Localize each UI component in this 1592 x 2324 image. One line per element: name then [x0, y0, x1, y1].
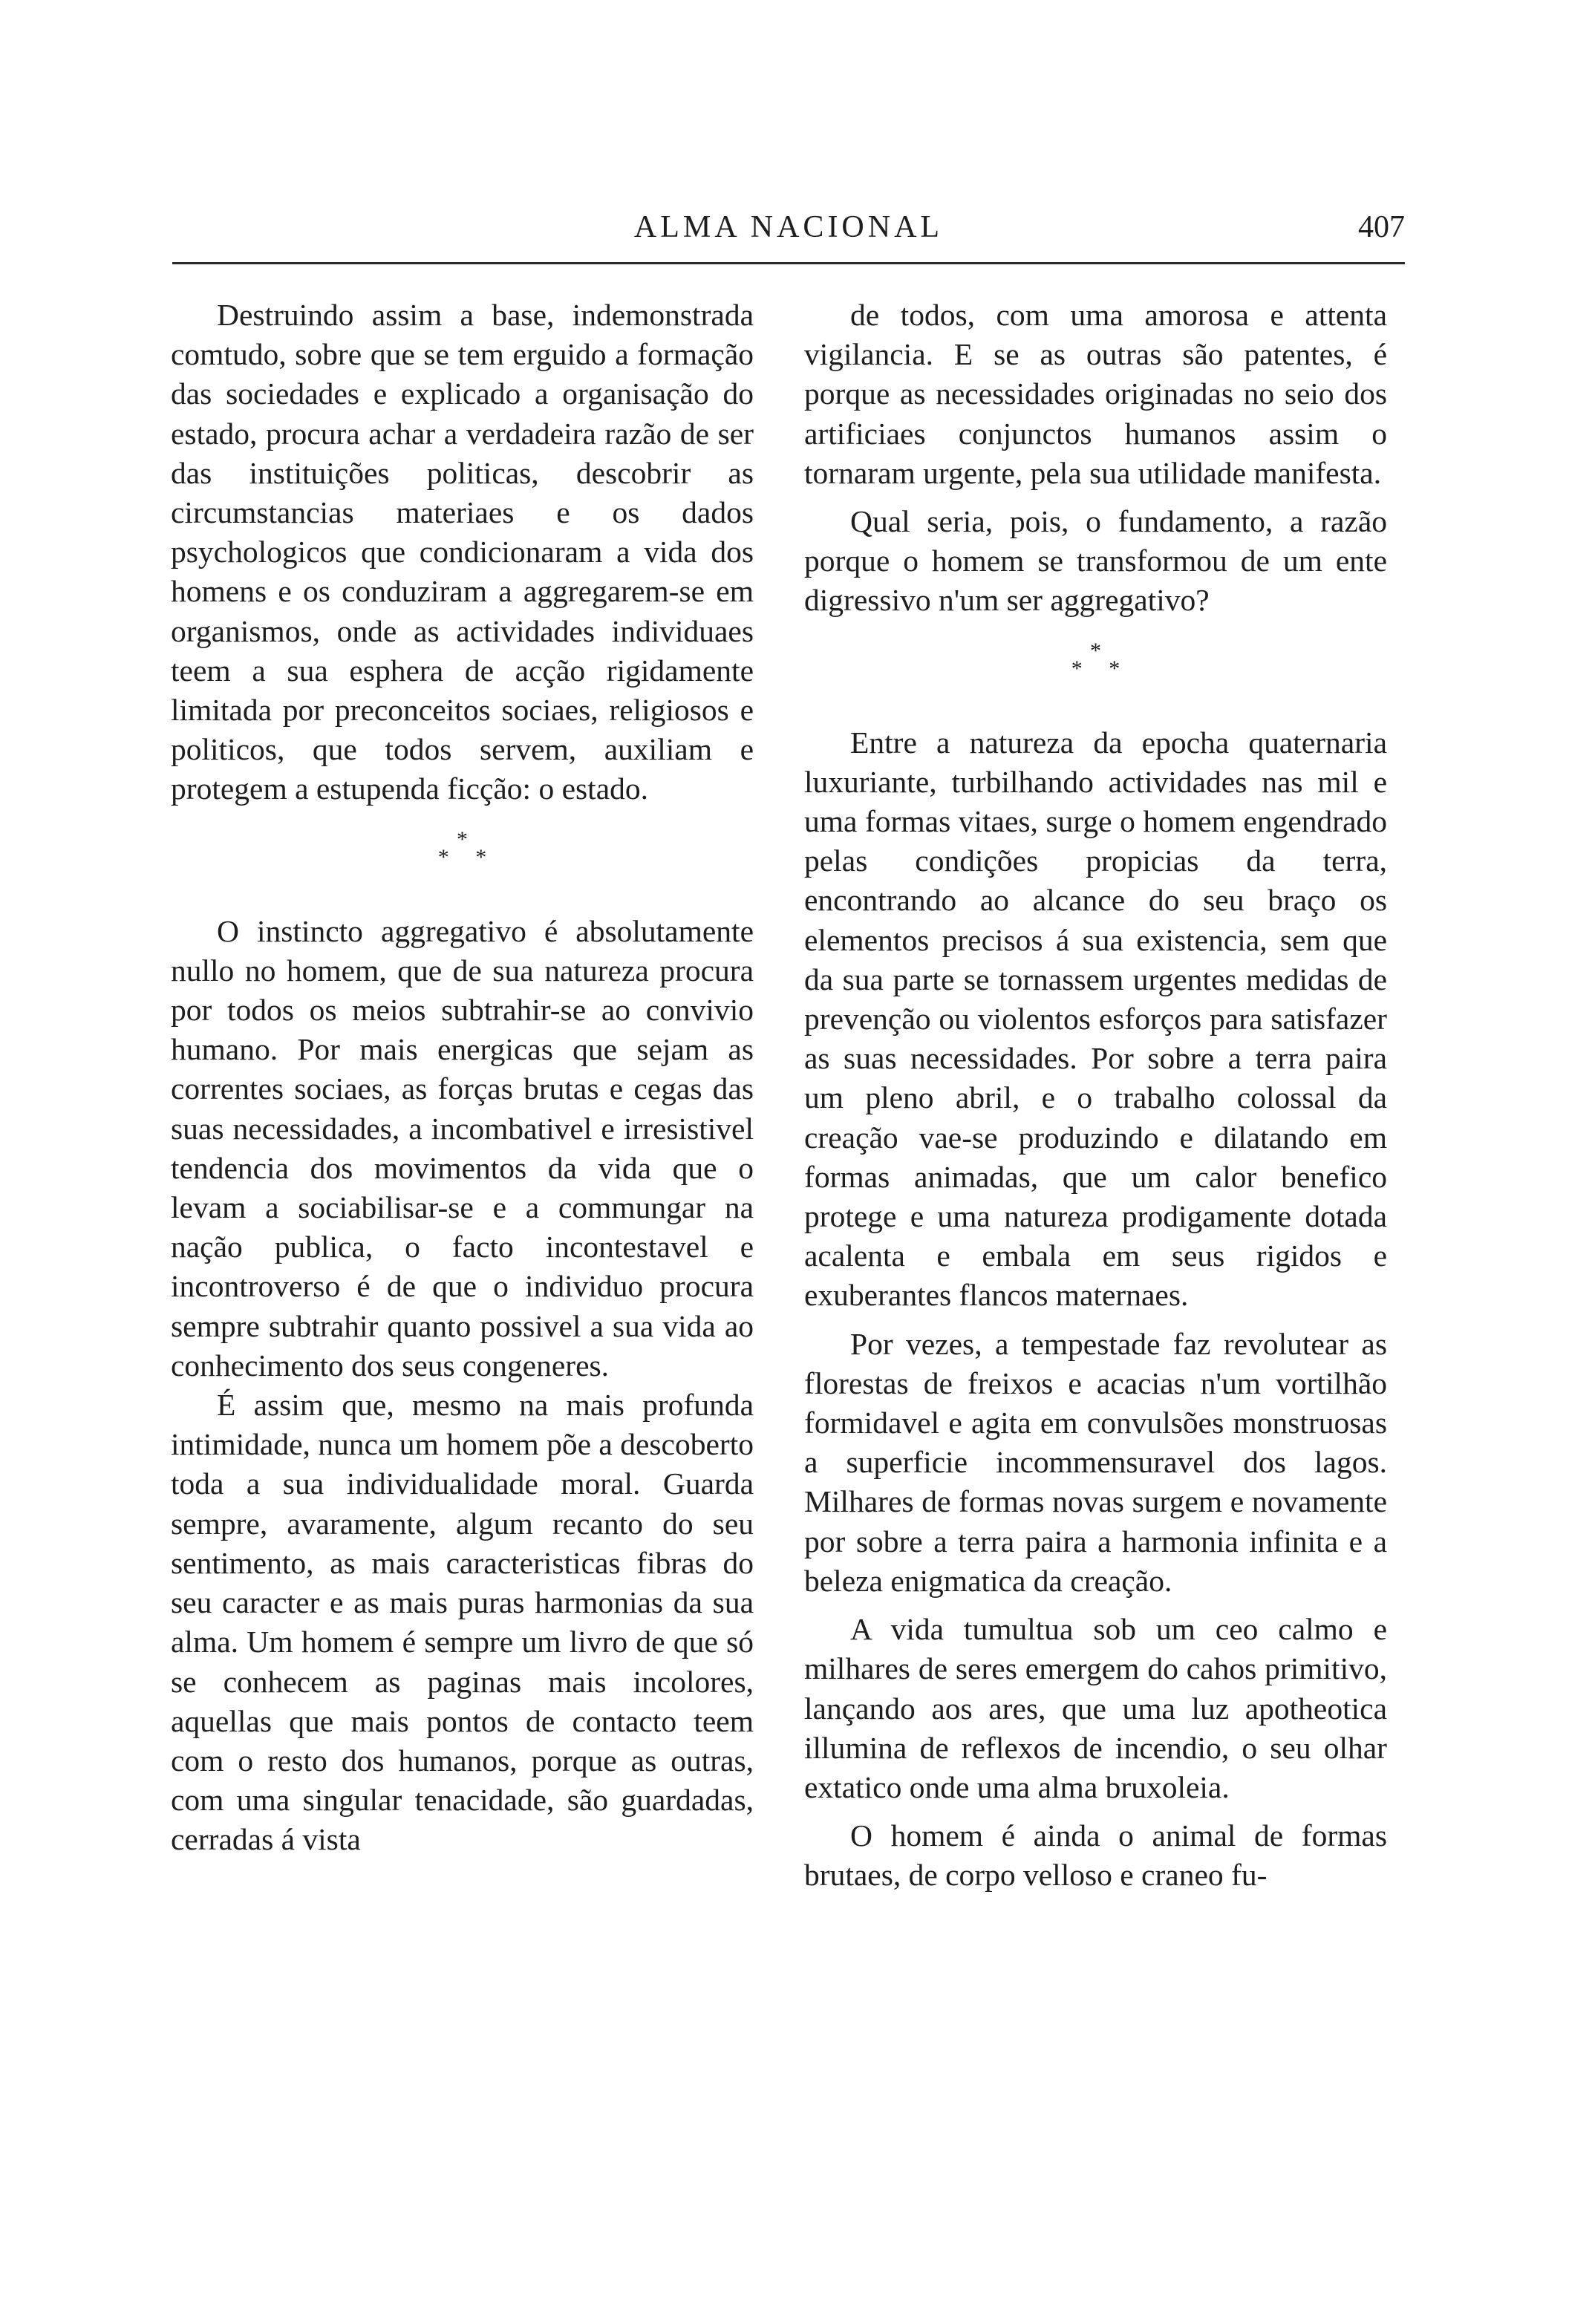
- separator-stars: * *: [1071, 656, 1120, 681]
- separator-stars: * *: [437, 844, 487, 869]
- separator-star: *: [1090, 638, 1101, 663]
- paragraph: O homem é ainda o animal de formas brutaes, de corpo velloso e craneo fu-: [804, 1818, 1387, 1893]
- page-number: 407: [1358, 210, 1405, 244]
- paragraph: Por vezes, a tempestade faz revolutear as florestas de freixos e acacias n'um vortilhão formidavel e agita em convulsões monstruosas a superficie incommensuravel dos lagos. Milhares de formas novas surgem e novamente por sobre a terra paira a harmonia infinita e a beleza enigmatica da creação.: [804, 1326, 1387, 1598]
- paragraph: Entre a natureza da epocha quaternaria luxuriante, turbilhando actividades nas mil e uma formas vitaes, surge o homem engendrado pelas condições propicias da terra, encontrando ao alcance do seu braço os elementos precisos á sua existencia, sem que da sua parte se tornassem urgentes medidas de prevenção ou violentos esforços para satisfazer as suas necessidades. Por sobre a terra paira um pleno abril, e o trabalho colossal da creação vae-se produzindo e dilatando em formas animadas, que um calor benefico protege e uma natureza prodigamente dotada acalenta e embala em seus rigidos e exuberantes flancos maternaes.: [804, 725, 1387, 1313]
- paragraph: A vida tumultua sob um ceo calmo e milhares de seres emergem do cahos primitivo, lançando aos ares, que uma luz apotheotica illumina de reflexos de incendio, o seu olhar extatico onde uma alma bruxoleia.: [804, 1612, 1387, 1804]
- paragraph: de todos, com uma amorosa e attenta vigilancia. E se as outras são patentes, é porque as necessidades originadas no seio dos artificiaes conjunctos humanos assim o tornaram urgente, pela sua utilidade manifesta.: [804, 298, 1387, 490]
- section-separator: [804, 621, 1387, 723]
- paragraph: Qual seria, pois, o fundamento, a razão porque o homem se transformou de um ente digressivo n'um ser aggregativo?: [804, 504, 1387, 618]
- right-column: [804, 296, 1387, 1896]
- paragraph: É assim que, mesmo na mais profunda intimidade, nunca um homem põe a descoberto toda a sua individualidade moral. Guarda sempre, avaramente, algum recanto do seu sentimento, as mais caracteristicas fibras do seu caracter e as mais puras harmonias da sua alma. Um homem é sempre um livro de que só se conhecem as paginas mais incolores, aquellas que mais pontos de contacto teem com o resto dos humanos, porque as outras, com uma singular tenacidade, são guardadas, cerradas á vista: [171, 1388, 754, 1857]
- separator-star: *: [457, 826, 468, 852]
- page-header: [172, 202, 1405, 261]
- header-rule: [172, 262, 1405, 264]
- paragraph: Destruindo assim a base, indemonstrada comtudo, sobre que se tem erguido a formação das sociedades e explicado a organisação do estado, procura achar a verdadeira razão de ser das instituições politicas, descobrir as circumstancias materiaes e os dados psychologicos que condicionaram a vida dos homens e os conduziram a aggregarem-se em organismos, onde as actividades individuaes teem a sua esphera de acção rigidamente limitada por preconceitos sociaes, religiosos e politicos, que todos servem, auxiliam e protegem a estupenda ficção: o estado.: [171, 298, 754, 806]
- paragraph: O instincto aggregativo é absolutamente nullo no homem, que de sua natureza procura por todos os meios subtrahir-se ao convivio humano. Por mais energicas que sejam as correntes sociaes, as forças brutas e cegas das suas necessidades, a incombativel e irresistivel tendencia dos movimentos da vida que o levam a sociabilisar-se e a commungar na nação publica, o facto incontestavel e incontroverso é de que o individuo procura sempre subtrahir quanto possivel a sua vida ao conhecimento dos seus congeneres.: [171, 913, 754, 1383]
- left-column: [171, 296, 754, 1860]
- section-separator: [171, 809, 754, 912]
- running-title: ALMA NACIONAL: [633, 210, 944, 244]
